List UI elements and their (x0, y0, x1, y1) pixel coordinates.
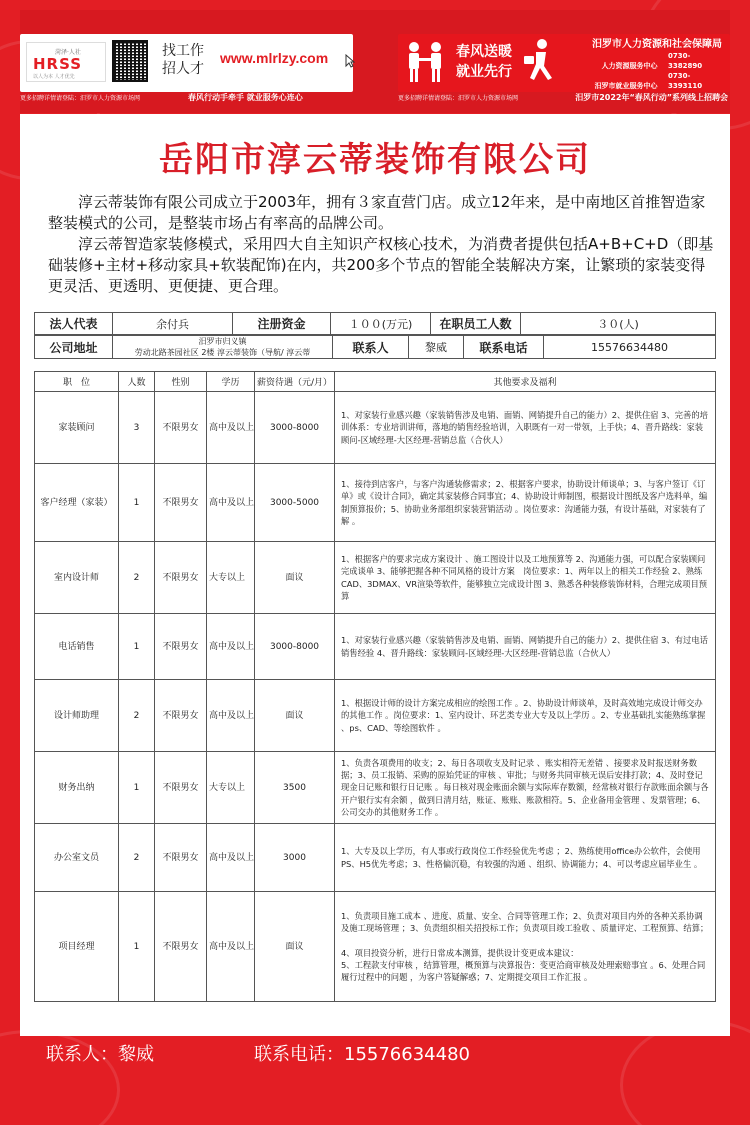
job-gender: 不限男女 (155, 542, 207, 614)
website-link[interactable]: www.mlrlzy.com (220, 50, 329, 66)
job-education: 大专以上 (207, 752, 255, 824)
job-education: 高中及以上 (207, 824, 255, 892)
job-gender: 不限男女 (155, 752, 207, 824)
job-gender: 不限男女 (155, 824, 207, 892)
job-gender: 不限男女 (155, 680, 207, 752)
job-salary: 3000-8000 (255, 392, 335, 464)
cursor-icon (345, 54, 355, 71)
job-education: 高中及以上 (207, 892, 255, 1002)
job-education: 高中及以上 (207, 680, 255, 752)
job-requirements: 1、负责项目施工成本 、进度、质量、安全、合同等管理工作；2、负责对项目内外的各种关系协调及施工现场管理 ；3、负责组织相关招投标工作；负责项目竣工验收 、质量评定、工程预算、结算； 4、项目投资分析，进行日常成本测算，提供设计变更成本建议： 5、工程款支付审核 ，结算管理，概预算与决算报告：变更洽商审核及处理索赔事宜 。6、处理合同履行过程中的问题 ，为客户答疑解惑；7、定期提交项目工作汇报 。 (335, 892, 716, 1002)
job-position: 设计师助理 (35, 680, 119, 752)
capital-value: １００(万元) (331, 313, 431, 335)
job-requirements: 1、根据设计师的设计方案完成相应的绘图工作 。2、协助设计师谈单，及时高效地完成设计师交办的其他工作 。岗位要求：1、室内设计、环艺类专业大专及以上学历 。2、专业基础扎实能熟练掌握 、ps、CAD、等绘图软件 。 (335, 680, 716, 752)
table-row (35, 542, 716, 614)
job-gender: 不限男女 (155, 892, 207, 1002)
table-row (35, 824, 716, 892)
column-header: 性别 (155, 372, 207, 392)
campaign-banner (398, 34, 730, 92)
address-value: 汨罗市归义镇 劳动北路茶园社区 2楼 淳云蒂装饰（导航/ 淳云蒂 (113, 336, 333, 359)
job-position: 家装顾问 (35, 392, 119, 464)
job-position: 电话销售 (35, 614, 119, 680)
capital-label: 注册资金 (233, 313, 331, 335)
company-info-table (34, 312, 716, 335)
job-requirements: 1、负责各项费用的收支；2、每日各项收支及时记录 、账实相符无差错 、接要求及时报送财务数据；3、员工报销、采购的原始凭证的审核 、审批；与财务共同审核无误后安排打款；4、及时登记现金日记账和银行日记账 。每日核对现金账面余额与实际库存数额，经常核对银行存款账面余额与各开户银行实有余额 ，做到日清月结，账证、账账、账款相符。5、企业备用金管理 、发票管理；6、公司交办的其他财务工作 。 (335, 752, 716, 824)
job-count: 1 (119, 752, 155, 824)
job-salary: 3500 (255, 752, 335, 824)
job-count: 1 (119, 614, 155, 680)
table-row (35, 752, 716, 824)
job-salary: 面议 (255, 680, 335, 752)
handshake-people-icon (402, 40, 448, 84)
job-requirements: 1、根据客户的要求完成方案设计 、施工图设计以及工地预算等 2、沟通能力强，可以配合家装顾问完成谈单 3、能够把握各种不同风格的设计方案 岗位要求：1、两年以上的相关工作经验 2、熟练CAD、3DMAX、VR渲染等软件，能够独立完成设计图 3、熟悉各种装修装饰材料，合理完成项目预算 (335, 542, 716, 614)
job-posting-panel (20, 114, 730, 1036)
job-salary: 3000 (255, 824, 335, 892)
company-intro (48, 192, 714, 297)
staff-label: 在职员工人数 (431, 313, 521, 335)
legal-rep-value: 余付兵 (113, 313, 233, 335)
phone-value: 15576634480 (544, 336, 716, 359)
campaign-slogan: 春风送暖 就业先行 (456, 44, 512, 80)
job-salary: 面议 (255, 542, 335, 614)
job-position: 办公室文员 (35, 824, 119, 892)
job-gender: 不限男女 (155, 392, 207, 464)
column-header: 学历 (207, 372, 255, 392)
job-gender: 不限男女 (155, 614, 207, 680)
phone-label: 联系电话 (464, 336, 544, 359)
job-requirements: 1、接待到店客户，与客户沟通装修需求；2、根据客户要求，协助设计师谈单；3、与客户签订《订单》或《设计合同》，确定其家装修合同事宜；4、协助设计师制图，根据设计图纸及客户选料单，编制预算报价；5、协助业务部组织家装营销活动 。岗位要求：沟通能力强，有设计基础，对家装有了解 。 (335, 464, 716, 542)
table-row (35, 464, 716, 542)
job-education: 高中及以上 (207, 614, 255, 680)
legal-rep-label: 法人代表 (35, 313, 113, 335)
job-gender: 不限男女 (155, 464, 207, 542)
job-salary: 3000-5000 (255, 464, 335, 542)
header-subbar-left: 更多招聘详情请登陆：汨罗市人力资源市场网 春风行动手牵手 就业服务心连心 (20, 93, 303, 102)
job-education: 高中及以上 (207, 392, 255, 464)
staff-value: ３０(人) (521, 313, 716, 335)
job-salary: 面议 (255, 892, 335, 1002)
job-count: 2 (119, 680, 155, 752)
job-position: 客户经理（家装） (35, 464, 119, 542)
footer-phone: 联系电话：15576634480 (254, 1044, 470, 1065)
agency-info: 汨罗市人力资源和社会保障局 人力资源服务中心 0730-3382890 汨罗市就业服务中心 0730-3393110 (592, 39, 722, 90)
logo-wordmark: HRSS (33, 55, 83, 73)
job-position: 室内设计师 (35, 542, 119, 614)
job-count: 2 (119, 542, 155, 614)
table-row (35, 892, 716, 1002)
job-education: 大专以上 (207, 542, 255, 614)
job-count: 3 (119, 392, 155, 464)
job-requirements: 1、对家装行业感兴趣（家装销售涉及电销、面销、网销提升自己的能力）2、提供住宿 3、有过电话销售经验 4、晋升路线：家装顾问-区域经理-大区经理-营销总监（合伙人） (335, 614, 716, 680)
job-position: 财务出纳 (35, 752, 119, 824)
column-header: 人数 (119, 372, 155, 392)
job-education: 高中及以上 (207, 464, 255, 542)
contact-label: 联系人 (333, 336, 409, 359)
column-header: 职 位 (35, 372, 119, 392)
address-label: 公司地址 (35, 336, 113, 359)
company-contact-table (34, 335, 716, 359)
hrss-logo: 菏泽·人社 HRSS 以人为本 人才优先 (26, 42, 106, 82)
header-subbar-right: 更多招聘详情请登陆：汨罗市人力资源市场网 汨罗市2022年“春风行动”系列线上招聘会 (398, 93, 728, 102)
table-row (35, 392, 716, 464)
runner-icon (522, 38, 556, 86)
contact-value: 黎威 (409, 336, 464, 359)
job-count: 1 (119, 892, 155, 1002)
intro-paragraph: 淳云蒂智造家装修模式，采用四大自主知识产权核心技术，为消费者提供包括A+B+C+D（即基础装修+主材+移动家具+软装配饰)在内，共200多个节点的智能全装解决方案，让繁琐的家装变得更灵活、更透明、更便捷、更合理。 (48, 235, 714, 295)
column-header: 其他要求及福利 (335, 372, 716, 392)
job-listing-table (34, 371, 716, 1002)
job-requirements: 1、对家装行业感兴趣（家装销售涉及电销、面销、网销提升自己的能力）2、提供住宿 3、完善的培训体系：专业培训讲师，落地的销售经验培训，入职既有一对一带领，上手快；4、晋升路线：家装顾问-区域经理-大区经理-营销总监（合伙人） (335, 392, 716, 464)
company-title: 岳阳市淳云蒂装饰有限公司 (159, 140, 591, 180)
footer-contact: 联系人：黎威 (46, 1044, 154, 1065)
job-count: 1 (119, 464, 155, 542)
job-requirements: 1、大专及以上学历，有人事或行政岗位工作经验优先考虑 ；2、熟练使用office办公软件，会使用PS、H5优先考虑；3、性格偏沉稳，有较强的沟通 、组织、协调能力；4、可以考虑应届毕业生 。 (335, 824, 716, 892)
job-slogan: 找工作 招人才 (162, 43, 204, 77)
intro-paragraph: 淳云蒂装饰有限公司成立于2003年，拥有３家直营门店。成立12年来，是中南地区首推智造家整装模式的公司，是整装市场占有率高的品牌公司。 (48, 193, 706, 232)
job-site-banner (20, 34, 353, 92)
job-salary: 3000-8000 (255, 614, 335, 680)
table-row (35, 614, 716, 680)
job-position: 项目经理 (35, 892, 119, 1002)
table-header-row (35, 372, 716, 392)
qr-code-icon (112, 40, 148, 82)
job-count: 2 (119, 824, 155, 892)
column-header: 薪资待遇（元/月） (255, 372, 335, 392)
table-row (35, 680, 716, 752)
